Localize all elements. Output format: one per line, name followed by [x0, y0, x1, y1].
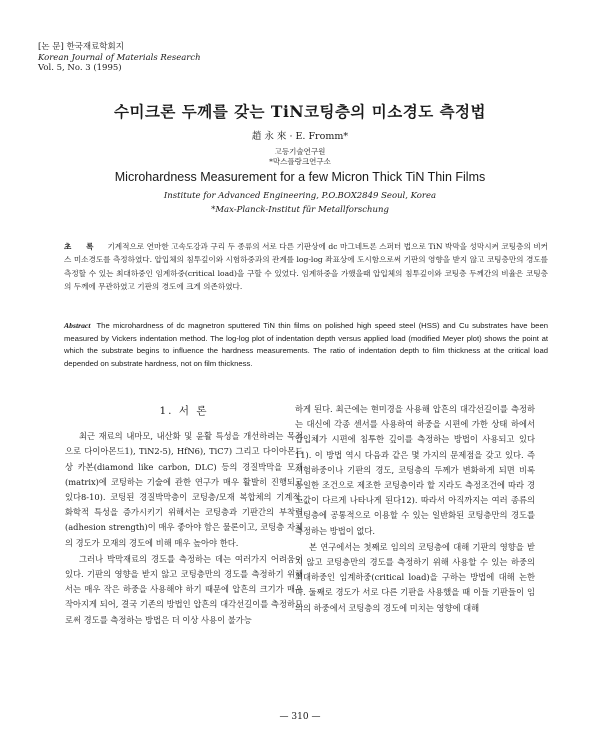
title-english: Microhardness Measurement for a few Micron Thick TiN Thin Films	[114, 170, 486, 184]
journal-name-ko: [논 문] 한국재료학회지	[38, 42, 124, 52]
body-paragraph: 최근 재료의 내마모, 내산화 및 윤활 특성을 개선하려는 목적으로 다이아몬드1), TiN2-5), HfN6), TiC7) 그리고 다이아몬드상 카본(diamond like carbon, DLC) 등의 경질박막을 모재(matrix)에 코팅하는 기술에 관한 연구가 매우 활발히 진행되고 있다8-10). 코팅된 경질박막층이 코팅층/모재 복합체의 기계적, 화학적 특성을 증가시키기 위해서는 코팅층과 기판간의 부착력(adhesion strength)이 매우 좋아야 함은 물론이고, 코팅층 자체의 경도가 모재의 경도에 비해 매우 높아야 한다.	[65, 431, 303, 548]
authors: 趙 永 來 · E. Fromm*	[251, 131, 349, 142]
abstract-korean-label: 초 록	[64, 242, 100, 251]
abstract-english-label: Abstract	[64, 321, 91, 330]
body-paragraph: 본 연구에서는 첫째로 임의의 코팅층에 대해 기판의 영향을 받지 않고 코팅층만의 경도를 측정하기 위해 사용할 수 있는 하중의 최대하중인 임계하중(critical load)을 구하는 방법에 대해 논한다. 둘째로 경도가 서로 다른 기판을 사용했을 때 이들 기판들이 임의의 하중에서 코팅층의 경도에 미치는 영향에 대해	[295, 541, 535, 613]
section-heading-introduction: 1. 서 론	[159, 405, 209, 417]
journal-volume: Vol. 5, No. 3 (1995)	[38, 63, 122, 73]
journal-header	[38, 42, 201, 74]
affiliation-ko-2: *막스플랑크연구소	[269, 157, 331, 166]
journal-name-en: Korean Journal of Materials Research	[38, 52, 201, 63]
body-column-left	[65, 398, 303, 628]
body-paragraph: 하게 된다. 최근에는 현미경을 사용해 압흔의 대각선길이를 측정하는 대신에 각종 센서를 사용하여 하중을 시편에 가한 상태 하에서 압입체가 시편에 침투한 깊이를 측정하는 방법이 사용되고 있다11). 이 방법 역시 다음과 같은 몇 가지의 문제점을 갖고 있다. 즉 시험하중이나 기판의 경도, 코팅층의 두께가 변화하게 되면 비록 동일한 조건으로 제조한 코팅층이라 할 지라도 측정조건에 따라 경도값이 다르게 나타나게 된다12). 따라서 아직까지는 여러 종류의 코팅층에 공통적으로 이용할 수 있는 일반화된 코팅층만의 경도를 측정하는 방법이 없다.	[295, 404, 535, 536]
abstract-korean	[64, 240, 548, 294]
body-column-right	[295, 402, 535, 616]
title-korean: 수미크론 두께를 갖는 TiN코팅층의 미소경도 측정법	[113, 102, 487, 121]
body-paragraph: 그러나 박막재료의 경도를 측정하는 데는 여러가지 어려움이 있다. 기판의 영향을 받지 않고 코팅층만의 경도를 측정하기 위해서는 매우 작은 하중을 사용해야 하기 때문에 압흔의 크기가 매우 작아지게 되어, 결국 기존의 방법인 압흔의 대각선길이를 측정하므로써 경도를 측정하는 방법은 더 이상 사용이 불가능	[65, 553, 303, 625]
abstract-english	[64, 320, 548, 370]
affiliation-ko-1: 고등기술연구원	[274, 147, 326, 156]
page-number: — 310 —	[279, 712, 321, 722]
affiliation-en-2: *Max-Planck-Institut für Metallforschung	[211, 205, 389, 215]
abstract-english-text: The microhardness of dc magnetron sputtered TiN thin films on polished high speed steel (HSS) and Cu substrates have been measured by Vickers indentation method. The log-log plot of indentation depth versus applied load (modified Meyer plot) shows the point at which the substrate begins to influence the hardness measurements. The ratio of indentation depth to film thickness at the critical load depended on substrate hardness, not on film thickness.	[64, 321, 548, 368]
abstract-korean-text: 기계적으로 연마한 고속도강과 구리 두 종류의 서로 다른 기판상에 dc 마그네트론 스퍼터 법으로 TiN 박막을 성막시켜 코팅층의 비커스 미소경도를 측정하였다. 압입체의 침투깊이와 시험하중과의 관계를 log-log 좌표상에 도시함으로써 기판의 영향을 받지 않고 코팅층만의 경도를 측정할 수 있는 최대하중인 임계하중(critical load)을 구할 수 있었다. 임계하중을 가했을때 압입체의 침투깊이와 코팅층 두께간의 비율은 코팅층의 두께에 무관하였고 기판의 경도에 크게 의존하였다.	[64, 242, 548, 292]
affiliation-en-1: Institute for Advanced Engineering, P.O.BOX2849 Seoul, Korea	[163, 191, 437, 201]
